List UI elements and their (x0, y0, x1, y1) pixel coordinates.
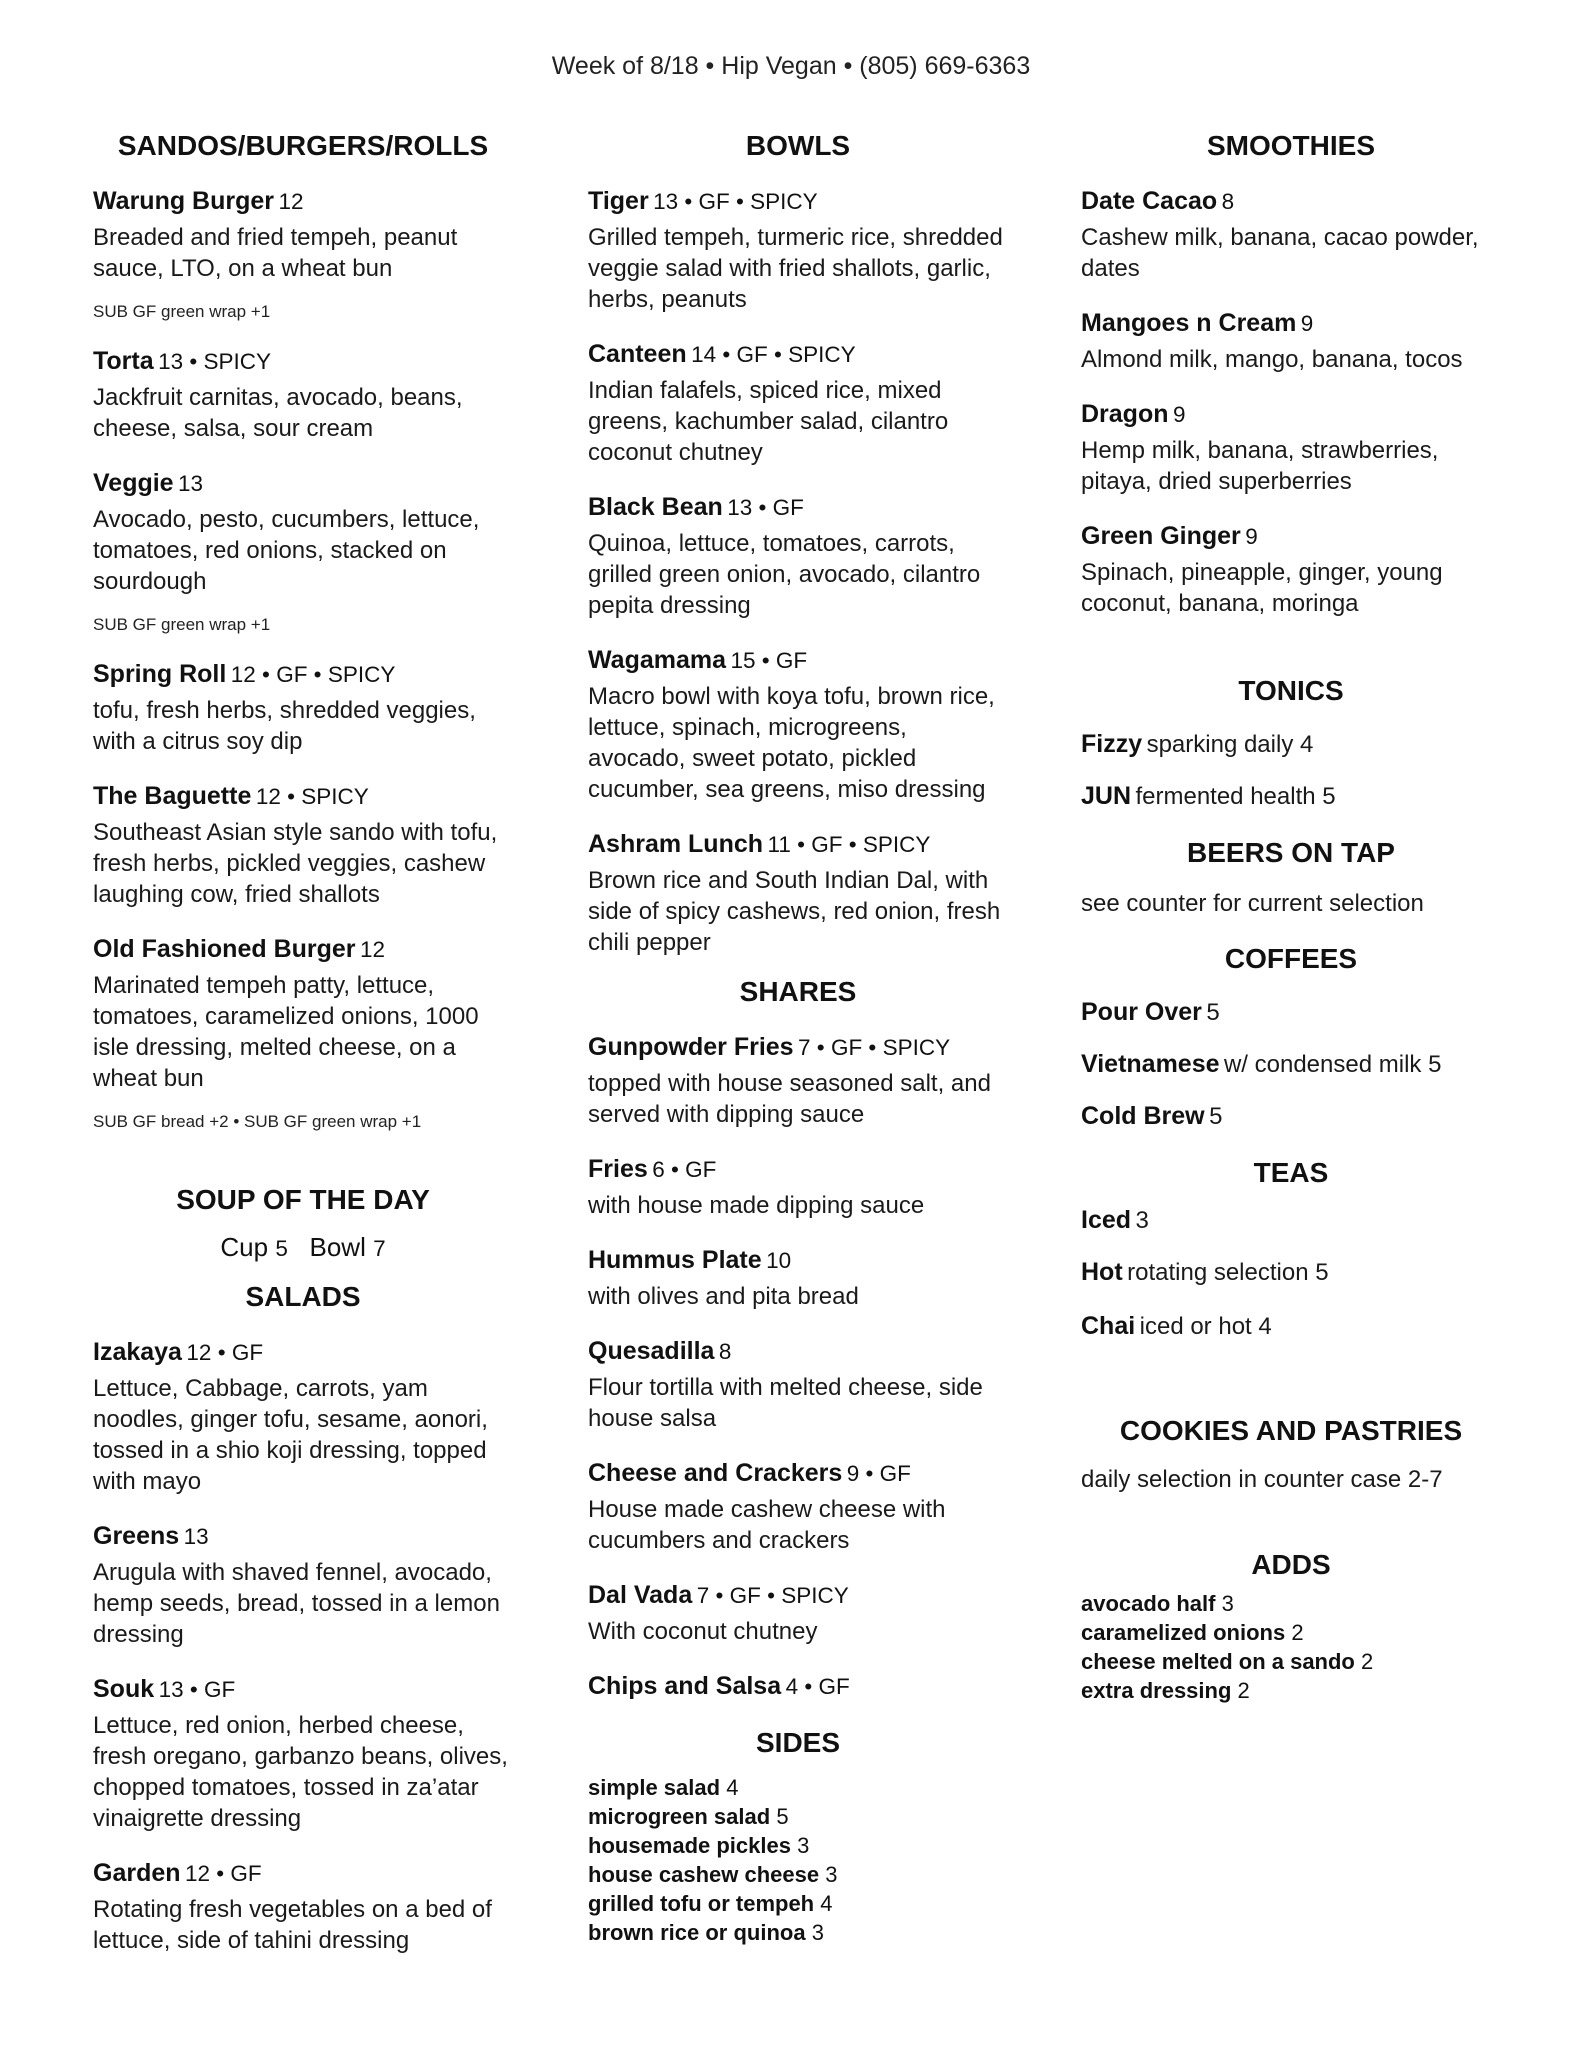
menu-item-old-fashioned-burger: Old Fashioned Burger 12 Marinated tempeh patty, lettuce, tomatoes, caramelized onions, 1000 isle dressing, melted cheese, on a wheat bun SUB GF bread +2 • SUB GF green wrap +1 (93, 932, 513, 1132)
menu-item-chips-and-salsa: Chips and Salsa 4 • GF (588, 1672, 850, 1700)
beers-title: BEERS ON TAP (1187, 837, 1395, 868)
list-item: Cold Brew 5 (1081, 1102, 1223, 1130)
adds-list (1081, 1589, 1501, 1705)
salads-title: SALADS (245, 1281, 361, 1312)
list-item: cheese melted on a sando 2 (1081, 1649, 1374, 1674)
soup-prices: Cup 5 Bowl 7 (220, 1232, 386, 1262)
menu-item-hummus-plate: Hummus Plate 10 with olives and pita bread (588, 1246, 859, 1310)
list-item: Chai iced or hot 4 (1081, 1312, 1272, 1340)
list-item: simple salad 4 (588, 1775, 739, 1800)
coffees-title: COFFEES (1224, 943, 1358, 974)
list-item: Fizzy sparking daily 4 (1081, 730, 1314, 758)
list-item: Hot rotating selection 5 (1081, 1258, 1329, 1286)
list-item: avocado half 3 (1081, 1591, 1234, 1616)
sides-title: SIDES (755, 1727, 841, 1758)
cookies-text: daily selection in counter case 2-7 (1081, 1466, 1443, 1493)
menu-item-veggie: Veggie 13 Avocado, pesto, cucumbers, lettuce, tomatoes, red onions, stacked on sourdough SUB GF green wrap +1 (93, 466, 513, 635)
list-item: housemade pickles 3 (588, 1833, 810, 1858)
list-item: JUN fermented health 5 (1081, 782, 1336, 810)
menu-item-black-bean: Black Bean 13 • GF Quinoa, lettuce, tomatoes, carrots, grilled green onion, avocado, cilantro pepita dressing (588, 493, 981, 619)
menu-item-date-cacao: Date Cacao 8 Cashew milk, banana, cacao powder, dates (1081, 187, 1479, 282)
tonics-title: TONICS (1238, 675, 1344, 706)
menu-item-torta: Torta 13 • SPICY Jackfruit carnitas, avocado, beans, cheese, salsa, sour cream (93, 347, 463, 442)
menu-item-dal-vada: Dal Vada 7 • GF • SPICY With coconut chutney (588, 1581, 849, 1645)
menu-item-warung-burger: Warung Burger 12 Breaded and fried tempeh, peanut sauce, LTO, on a wheat bun SUB GF green wrap +1 (93, 184, 513, 322)
shares-title: SHARES (739, 976, 857, 1007)
list-item: caramelized onions 2 (1081, 1620, 1304, 1645)
menu-item-gunpowder-fries: Gunpowder Fries 7 • GF • SPICY topped with house seasoned salt, and served with dipping sauce (588, 1033, 991, 1128)
sides-list (588, 1773, 1008, 1947)
menu-item-greens: Greens 13 Arugula with shaved fennel, avocado, hemp seeds, bread, tossed in a lemon dressing (93, 1522, 500, 1648)
menu-item-spring-roll: Spring Roll 12 • GF • SPICY tofu, fresh herbs, shredded veggies, with a citrus soy dip (93, 660, 476, 755)
column-right (1081, 130, 1501, 1705)
teas-title: TEAS (1253, 1157, 1329, 1188)
soup-title: SOUP OF THE DAY (176, 1184, 430, 1215)
smoothies-title: SMOOTHIES (1206, 130, 1375, 161)
menu-item-quesadilla: Quesadilla 8 Flour tortilla with melted cheese, side house salsa (588, 1337, 983, 1432)
item-note: SUB GF green wrap +1 (93, 615, 271, 634)
list-item: Iced 3 (1081, 1206, 1149, 1234)
menu-item-garden: Garden 12 • GF Rotating fresh vegetables on a bed of lettuce, side of tahini dressing (93, 1859, 492, 1954)
list-item: brown rice or quinoa 3 (588, 1920, 824, 1945)
column-left (93, 130, 513, 1956)
menu-item-wagamama: Wagamama 15 • GF Macro bowl with koya tofu, brown rice, lettuce, spinach, microgreens, avocado, sweet potato, pickled cucumber, sea greens, miso dressing (588, 646, 995, 803)
menu-item-cheese-and-crackers: Cheese and Crackers 9 • GF House made cashew cheese with cucumbers and crackers (588, 1459, 946, 1554)
bowls-title: BOWLS (745, 130, 851, 161)
list-item: microgreen salad 5 (588, 1804, 789, 1829)
menu-item-souk: Souk 13 • GF Lettuce, red onion, herbed cheese, fresh oregano, garbanzo beans, olives, chopped tomatoes, tossed in za’atar vinaigrette dressing (93, 1675, 508, 1832)
menu-item-dragon: Dragon 9 Hemp milk, banana, strawberries, pitaya, dried superberries (1081, 400, 1439, 495)
sandos-title: SANDOS/BURGERS/ROLLS (117, 130, 489, 161)
menu-item-izakaya: Izakaya 12 • GF Lettuce, Cabbage, carrots, yam noodles, ginger tofu, sesame, aonori, tossed in a shio koji dressing, topped with mayo (93, 1338, 488, 1495)
item-note: SUB GF green wrap +1 (93, 302, 271, 321)
item-note: SUB GF bread +2 • SUB GF green wrap +1 (93, 1112, 422, 1131)
menu-item-the-baguette: The Baguette 12 • SPICY Southeast Asian style sando with tofu, fresh herbs, pickled veggies, cashew laughing cow, fried shallots (93, 782, 498, 908)
menu-item-canteen: Canteen 14 • GF • SPICY Indian falafels, spiced rice, mixed greens, kachumber salad, cilantro coconut chutney (588, 340, 949, 466)
menu-item-fries: Fries 6 • GF with house made dipping sauce (588, 1155, 925, 1219)
menu-item-ashram-lunch: Ashram Lunch 11 • GF • SPICY Brown rice and South Indian Dal, with side of spicy cashews, red onion, fresh chili pepper (588, 830, 1001, 956)
menu-item-mangoes-n-cream: Mangoes n Cream 9 Almond milk, mango, banana, tocos (1081, 309, 1463, 373)
beers-text: see counter for current selection (1081, 890, 1424, 917)
list-item: grilled tofu or tempeh 4 (588, 1891, 833, 1916)
list-item: Pour Over 5 (1081, 998, 1220, 1026)
list-item: extra dressing 2 (1081, 1678, 1250, 1703)
column-middle (588, 130, 1008, 1947)
adds-title: ADDS (1251, 1549, 1331, 1580)
menu-item-green-ginger: Green Ginger 9 Spinach, pineapple, ginger, young coconut, banana, moringa (1081, 522, 1443, 617)
cookies-title: COOKIES AND PASTRIES (1119, 1415, 1463, 1446)
list-item: Vietnamese w/ condensed milk 5 (1081, 1050, 1442, 1078)
menu-header: Week of 8/18 • Hip Vegan • (805) 669-6363 (551, 52, 1031, 80)
menu-item-tiger: Tiger 13 • GF • SPICY Grilled tempeh, turmeric rice, shredded veggie salad with fried shallots, garlic, herbs, peanuts (588, 187, 1003, 313)
list-item: house cashew cheese 3 (588, 1862, 838, 1887)
